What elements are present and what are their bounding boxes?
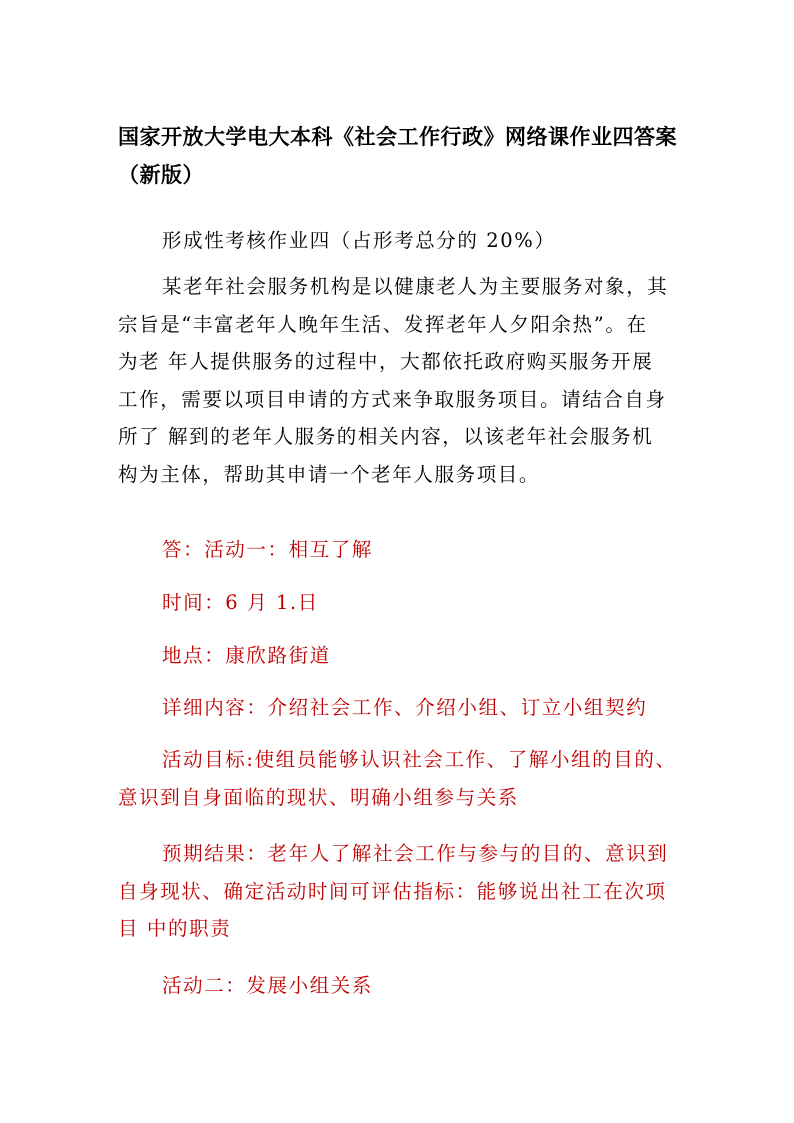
answer-goal <box>118 741 678 816</box>
question-line: 宗旨是“丰富老年人晚年生活、发挥老年人夕阳余热”。在 <box>118 312 648 336</box>
question-line: 构为主体，帮助其申请一个老年人服务项目。 <box>118 462 541 486</box>
question-line: 工作，需要以项目申请的方式来争取服务项目。请结合自身 <box>118 387 667 411</box>
question-line: 为老 年人提供服务的过程中，大都依托政府购买服务开展 <box>118 350 654 373</box>
answer-expected-result <box>118 835 678 948</box>
question-line: 所了 解到的老年人服务的相关内容，以该老年社会服务机 <box>118 425 654 448</box>
assignment-subtitle: 形成性考核作业四（占形考总分的 20%） <box>162 229 556 252</box>
question-paragraph <box>118 268 678 493</box>
answer-time: 时间：6 月 1.日 <box>162 591 319 614</box>
result-line: 目 中的职责 <box>118 917 232 940</box>
answer-details: 详细内容：介绍社会工作、介绍小组、订立小组契约 <box>162 696 648 719</box>
answer-activity-one: 答：活动一：相互了解 <box>162 538 374 561</box>
question-line: 某老年社会服务机构是以健康老人为主要服务对象，其 <box>162 275 669 298</box>
result-line: 预期结果：老年人了解社会工作与参与的目的、意识到 <box>162 842 669 865</box>
answer-place: 地点：康欣路街道 <box>162 644 331 667</box>
document-title: 国家开放大学电大本科《社会工作行政》网络课作业四答案（新版） <box>118 124 677 187</box>
goal-line: 意识到自身面临的现状、明确小组参与关系 <box>118 785 519 809</box>
result-line: 自身现状、确定活动时间可评估指标：能够说出社工在次项 <box>118 879 667 903</box>
goal-line: 活动目标:使组员能够认识社会工作、了解小组的目的、 <box>162 748 677 771</box>
answer-activity-two: 活动二：发展小组关系 <box>162 974 374 997</box>
